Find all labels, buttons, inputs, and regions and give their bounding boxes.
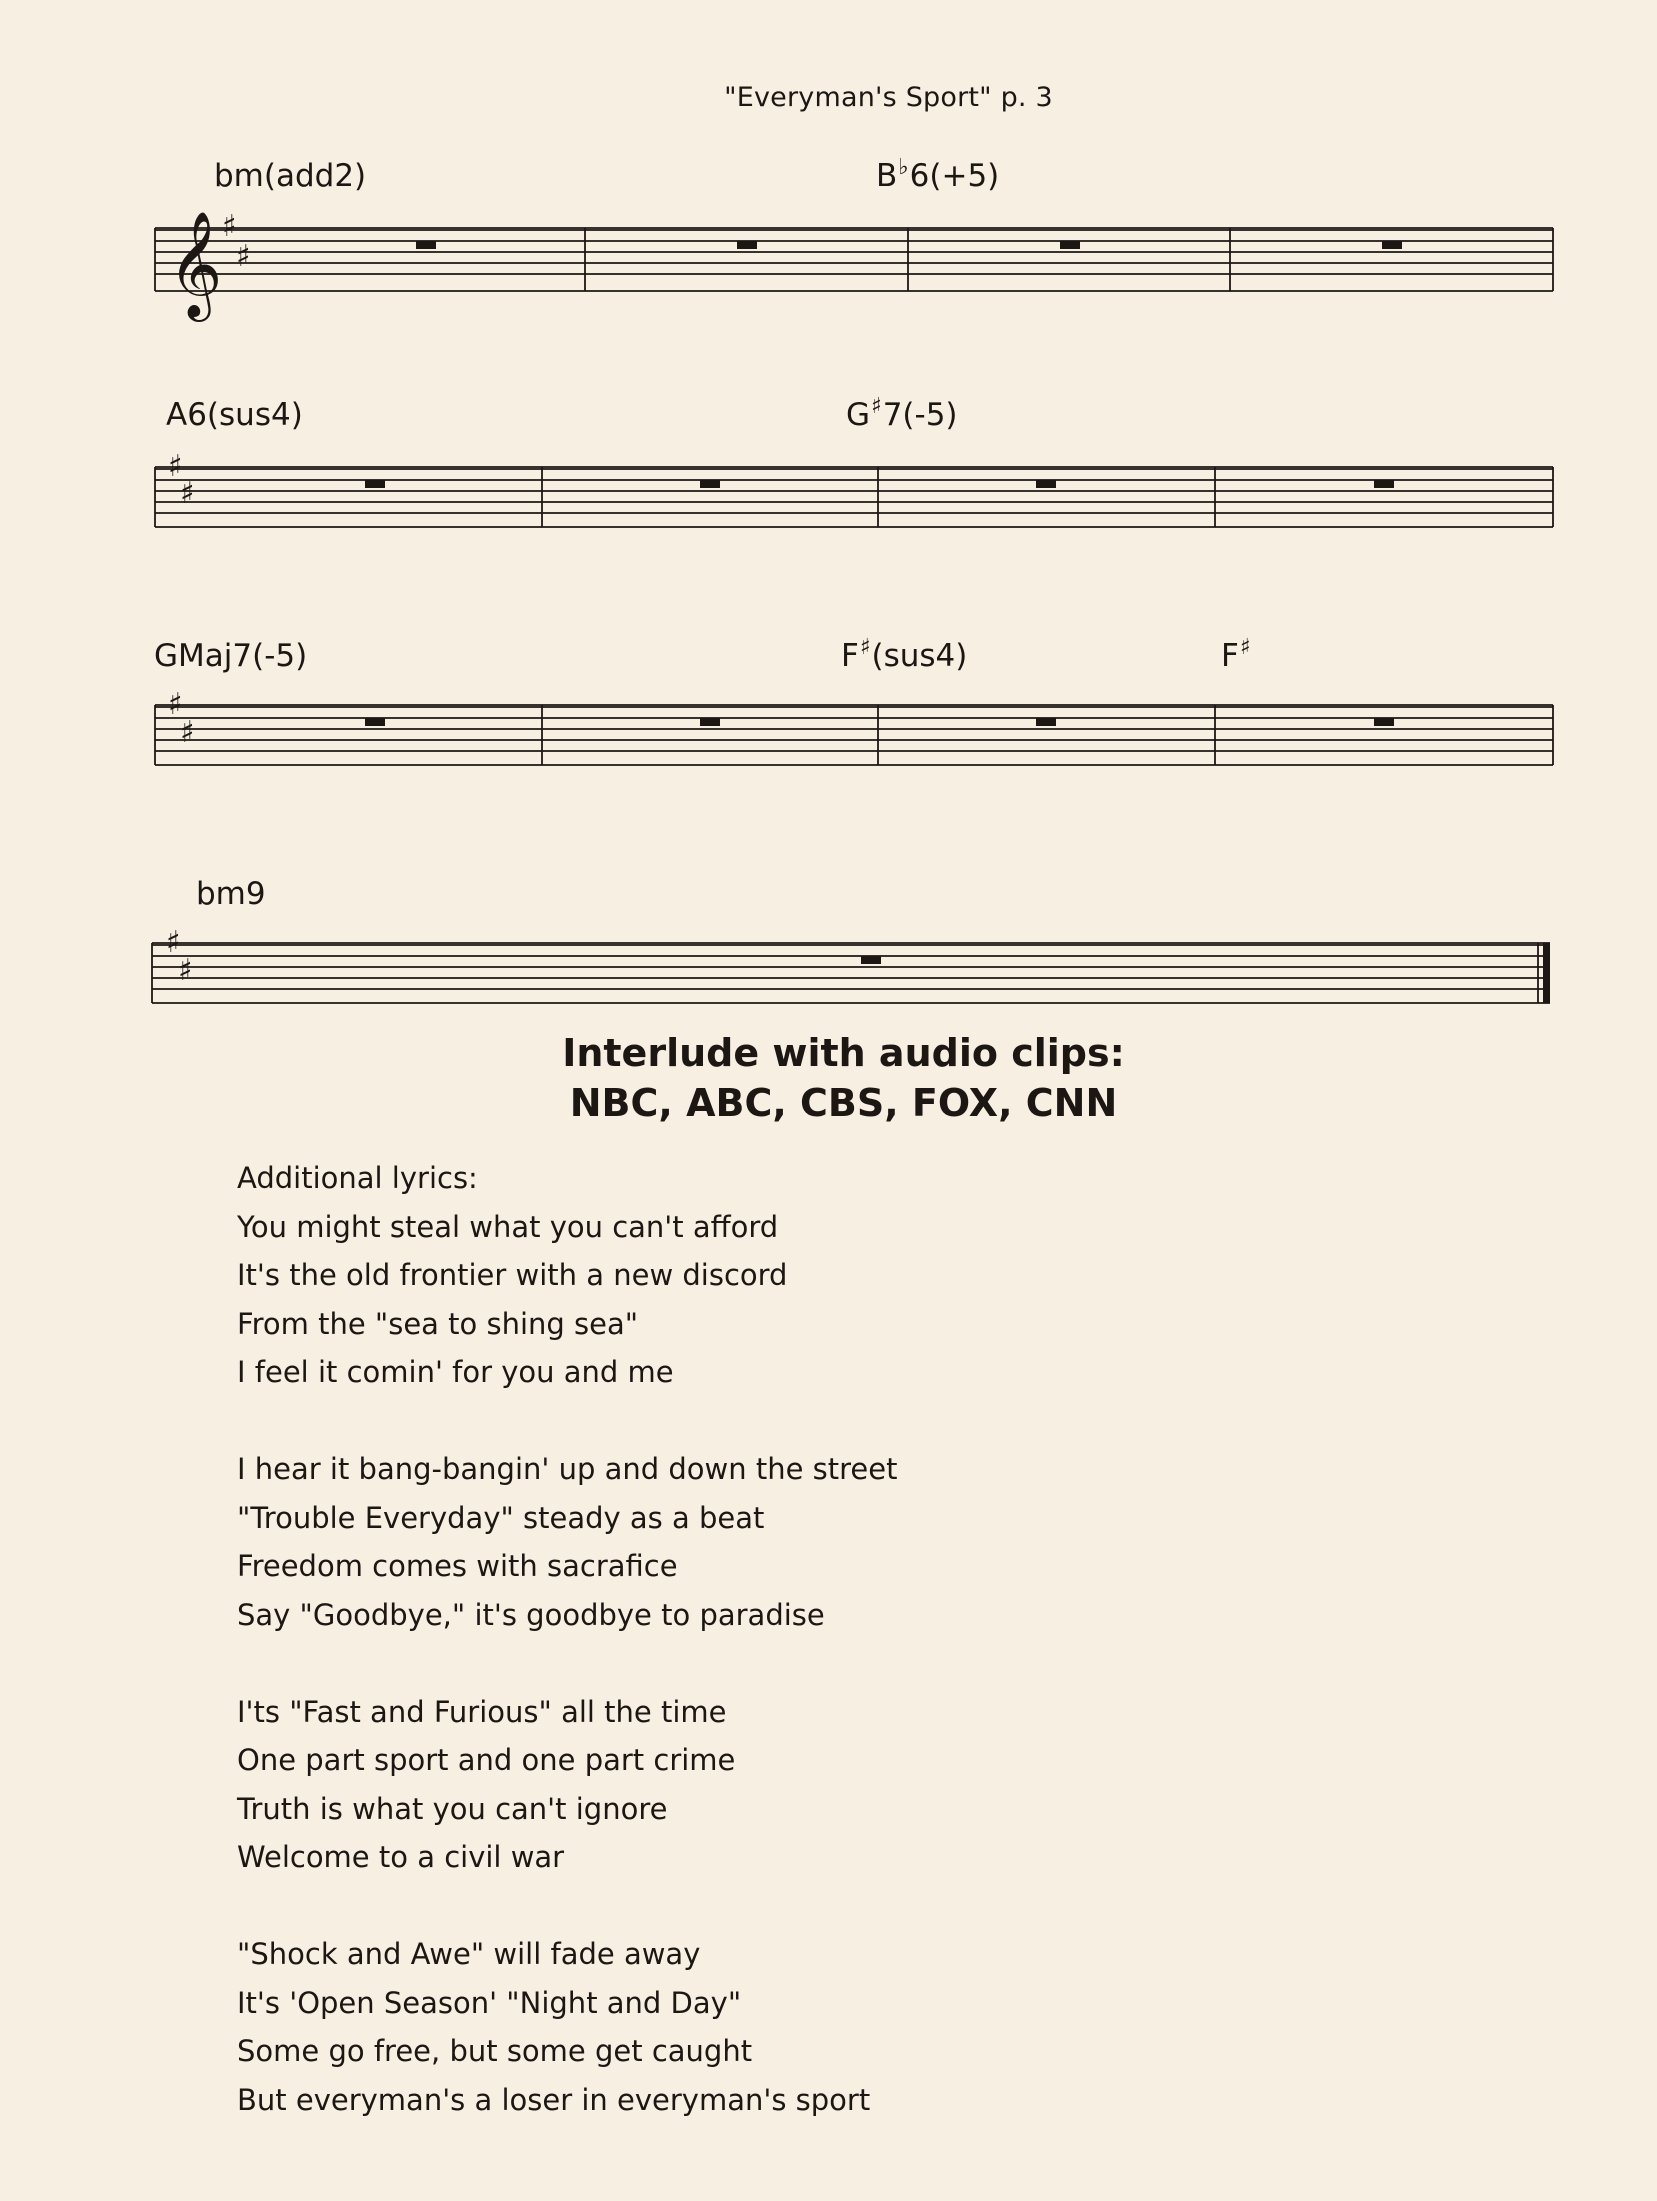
svg-text:♯: ♯ — [166, 925, 181, 960]
staff-system-4 — [152, 943, 1550, 1003]
lyric-line: I'ts "Fast and Furious" all the time — [237, 1694, 727, 1729]
additional-lyrics — [237, 1154, 897, 2124]
svg-text:♯: ♯ — [222, 209, 237, 244]
chord-symbol: bm9 — [196, 876, 266, 912]
svg-text:♯: ♯ — [236, 239, 251, 274]
staff-system-2 — [155, 467, 1553, 527]
staff-system-1 — [155, 228, 1553, 291]
svg-text:♯: ♯ — [178, 953, 193, 988]
chord-symbol: GMaj7(-5) — [154, 638, 308, 674]
chord-symbol: A6(sus4) — [166, 397, 303, 433]
lyric-line: From the "sea to shing sea" — [237, 1306, 639, 1341]
interlude-line-1: Interlude with audio clips: — [562, 1031, 1125, 1075]
lyric-line: But everyman's a loser in everyman's sport — [237, 2082, 871, 2117]
treble-clef-icon: 𝄞 — [168, 210, 223, 317]
chord-symbol: bm(add2) — [214, 158, 367, 194]
lyric-line: I feel it comin' for you and me — [237, 1355, 674, 1389]
chord-symbol: F♯ — [1221, 635, 1251, 674]
key-signature-sharps — [166, 209, 251, 988]
svg-text:♯: ♯ — [180, 476, 195, 511]
lyric-line: It's the old frontier with a new discord — [237, 1258, 788, 1292]
interlude-line-2: NBC, ABC, CBS, FOX, CNN — [569, 1081, 1118, 1125]
lyric-line: I hear it bang-bangin' up and down the street — [237, 1452, 898, 1486]
svg-text:♯: ♯ — [180, 715, 195, 750]
lyric-line: Some go free, but some get caught — [237, 2034, 753, 2068]
song-title-page: "Everyman's Sport" p. 3 — [724, 82, 1053, 113]
chord-symbol: B♭6(+5) — [876, 155, 1000, 194]
whole-rests — [365, 241, 1402, 964]
music-staves — [0, 0, 1657, 1020]
staff-system-3 — [155, 705, 1553, 765]
interlude-heading — [0, 1028, 1657, 1128]
svg-text:♯: ♯ — [168, 449, 183, 484]
chord-symbol: F♯(sus4) — [841, 635, 968, 674]
svg-text:♯: ♯ — [168, 687, 183, 722]
lyric-line: Truth is what you can't ignore — [237, 1791, 668, 1826]
chord-symbol: G♯7(-5) — [846, 394, 958, 433]
lyric-line: "Shock and Awe" will fade away — [237, 1937, 701, 1971]
lyrics-heading: Additional lyrics: — [237, 1161, 478, 1195]
lyric-line: Say "Goodbye," it's goodbye to paradise — [237, 1597, 825, 1632]
lyric-line: Freedom comes with sacrafice — [237, 1549, 678, 1583]
final-barline — [1543, 943, 1550, 1003]
lyric-line: "Trouble Everyday" steady as a beat — [237, 1500, 765, 1535]
lyric-line: One part sport and one part crime — [237, 1743, 736, 1777]
lyric-line: Welcome to a civil war — [237, 1840, 565, 1874]
lyric-line: It's 'Open Season' "Night and Day" — [237, 1985, 742, 2020]
lyric-line: You might steal what you can't afford — [237, 1209, 779, 1244]
